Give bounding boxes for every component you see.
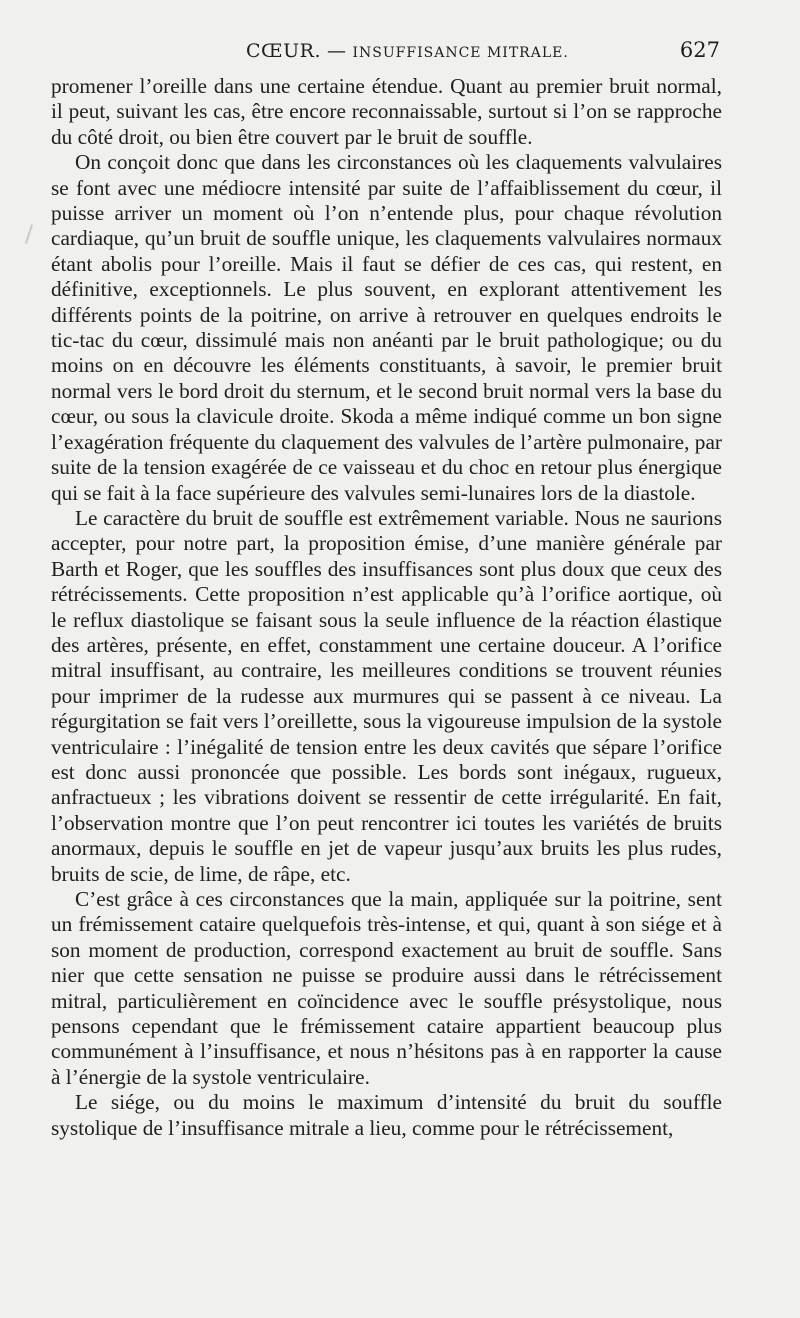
paragraph-5: Le siége, ou du moins le maximum d’intensité du bruit du souffle systolique de l’insuffisance mitrale a lieu, comme pour le rétrécissement, xyxy=(51,1090,722,1140)
paper-mark xyxy=(25,224,33,244)
running-head-subtitle: INSUFFISANCE MITRALE. xyxy=(352,45,569,61)
page-header xyxy=(50,40,720,70)
running-head-separator: — xyxy=(327,40,347,62)
running-head-title: CŒUR. xyxy=(246,40,322,62)
paragraph-4: C’est grâce à ces circonstances que la main, appliquée sur la poitrine, sent un frémissement cataire quelquefois très-intense, et qui, quant à son siége et à son moment de production, correspond exactement au bruit de souffle. Sans nier que cette sensation ne puisse se produire aussi dans le rétrécissement mitral, particulièrement en coïncidence avec le souffle présystolique, nous pensons cependant que le frémissement cataire appartient beaucoup plus communément à l’insuffisance, et nous n’hésitons pas à en rapporter la cause à l’énergie de la systole ventriculaire. xyxy=(51,887,722,1089)
paragraph-1: promener l’oreille dans une certaine étendue. Quant au premier bruit normal, il peut, suivant les cas, être encore reconnaissable, surtout si l’on se rapproche du côté droit, ou bien être couvert par le bruit de souffle. xyxy=(51,74,722,149)
paragraph-3: Le caractère du bruit de souffle est extrêmement variable. Nous ne saurions accepter, pour notre part, la proposition émise, d’une manière générale par Barth et Roger, que les souffles des insuffisances sont plus doux que ceux des rétrécissements. Cette proposition n’est applicable qu’à l’orifice aortique, où le reflux diastolique se faisant sous la seule influence de la réaction élastique des artères, présente, en effet, constamment une certaine douceur. A l’orifice mitral insuffisant, au contraire, les meilleures conditions se trouvent réunies pour imprimer de la rudesse aux murmures qui se passent à ce niveau. La régurgitation se fait vers l’oreillette, sous la vigoureuse impulsion de la systole ventriculaire : l’inégalité de tension entre les deux cavités que sépare l’orifice est donc aussi prononcée que possible. Les bords sont inégaux, rugueux, anfractueux ; les vibrations doivent se ressentir de cette irrégularité. En fait, l’observation montre que l’on peut rencontrer ici toutes les variétés de bruits anormaux, depuis le souffle en jet de vapeur jusqu’aux bruits les plus rudes, bruits de scie, de lime, de râpe, etc. xyxy=(51,505,722,886)
body-text xyxy=(51,74,722,1141)
running-head xyxy=(246,40,569,62)
paragraph-2: On conçoit donc que dans les circonstances où les claquements valvulaires se font avec une médiocre intensité par suite de l’affaiblissement du cœur, il puisse arriver un moment où l’on n’entende plus, pour chaque révolution cardiaque, qu’un bruit de souffle unique, les claquements valvulaires normaux étant abolis pour l’oreille. Mais il faut se défier de ces cas, qui restent, en définitive, exceptionnels. Le plus souvent, en explorant attentivement les différents points de la poitrine, on arrive à retrouver en quelques endroits le tic-tac du cœur, dissimulé mais non anéanti par le bruit pathologique; ou du moins on en découvre les éléments constituants, à savoir, le premier bruit normal vers le bord droit du sternum, et le second bruit normal vers la base du cœur, ou sous la clavicule droite. Skoda a même indiqué comme un bon signe l’exagération fréquente du claquement des valvules de l’artère pulmonaire, par suite de la tension exagérée de ce vaisseau et du choc en retour plus énergique qui se fait à la face supérieure des valvules semi-lunaires lors de la diastole. xyxy=(51,150,722,505)
page-number: 627 xyxy=(679,38,720,62)
